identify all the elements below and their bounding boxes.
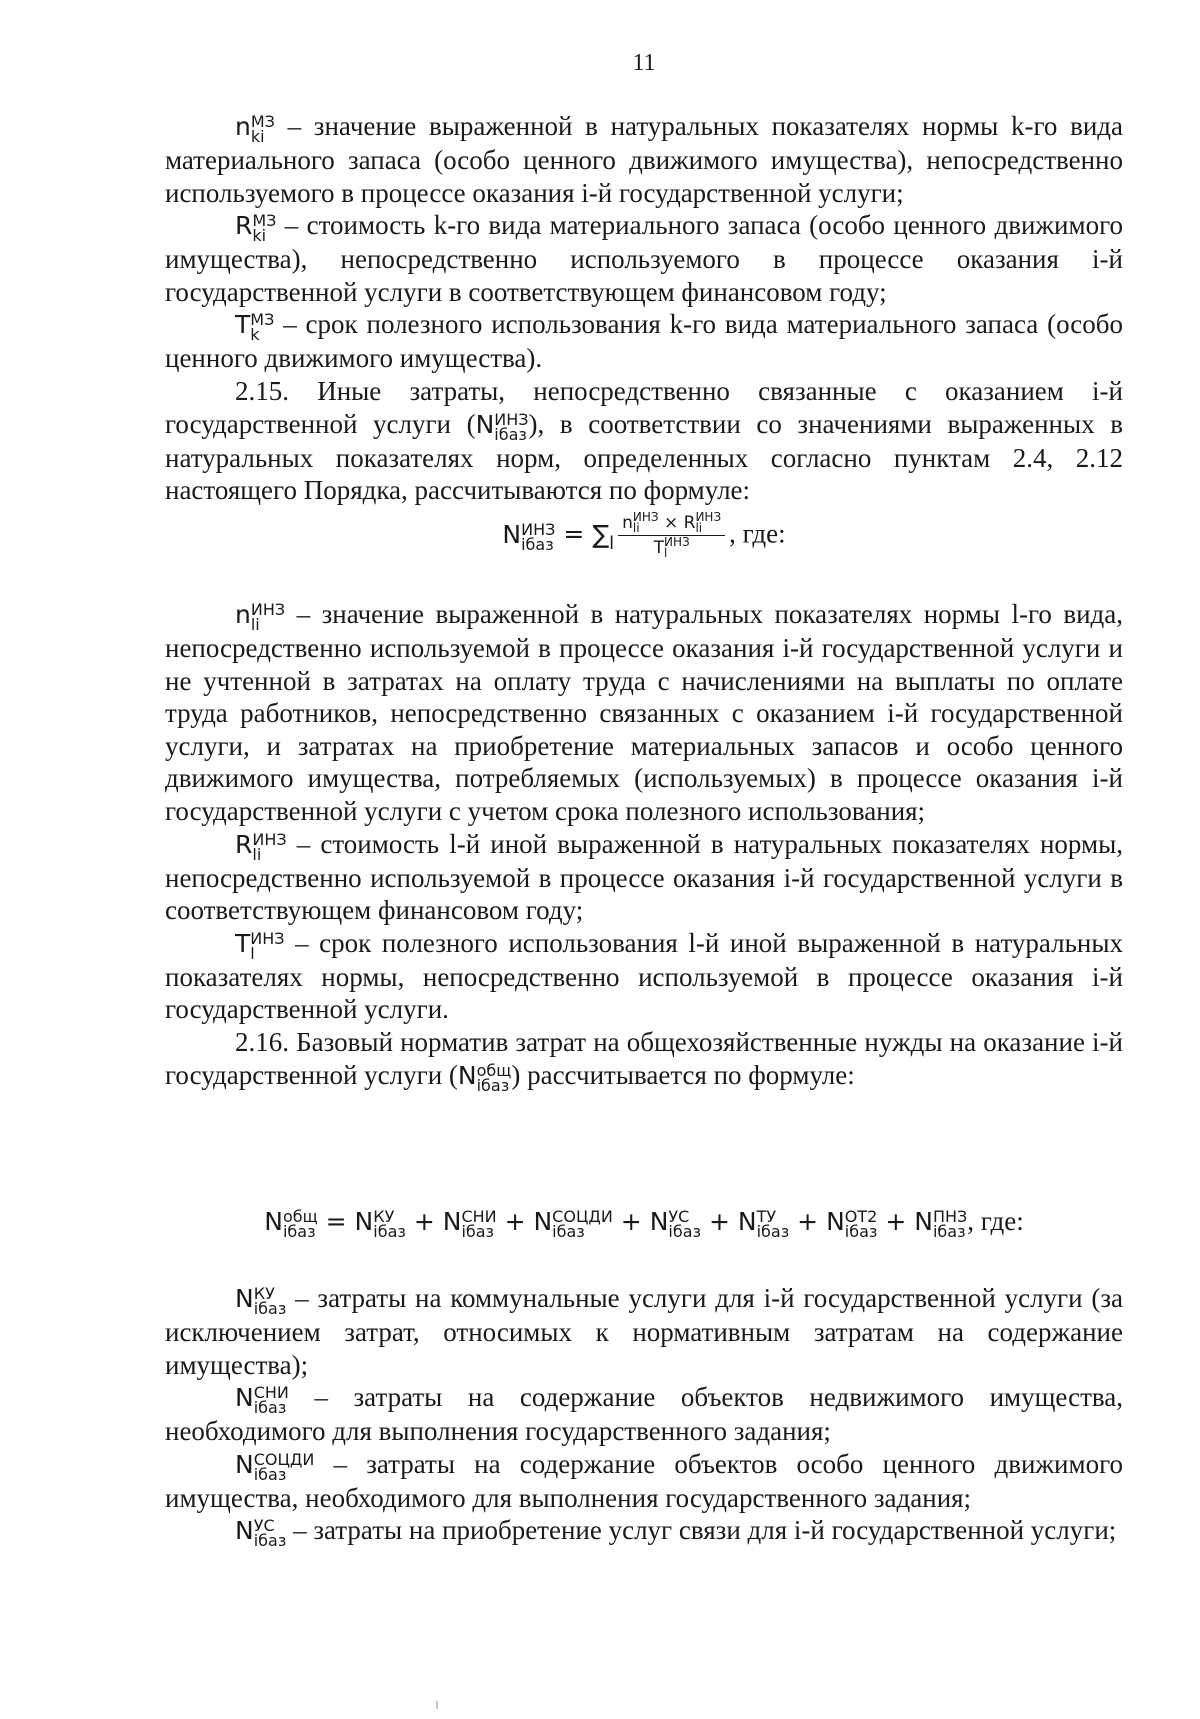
formula2-plus: + xyxy=(708,1207,730,1236)
definition-n-inz: n ИНЗ li – значение выраженной в натуральных показателях нормы l-го вида, непосредственно используемой в процессе оказания i-й государственной услуги и не учтенной в затратах на оплату труда с начислениями на выплаты по оплате труда работников, непосредственно связанных с оказанием i-й государственной услуги, и затратах на приобретение материальных запасов и особо ценного движимого имущества, потребляемых (используемых) в процессе оказания i-й государственной услуги с учетом срока полезного использования; xyxy=(165,599,1123,826)
formula2-term-socdi: N СОЦДИ iбаз xyxy=(533,1207,613,1241)
formula1-lhs: N ИНЗ iбаз xyxy=(502,519,556,554)
text-block-1 xyxy=(165,110,1123,507)
symbol-n-inz: N ИНЗ iбаз xyxy=(475,409,529,444)
symbol-t-l: T ИНЗ l xyxy=(235,928,285,963)
formula2-term-tu: N ТУ iбаз xyxy=(737,1207,790,1241)
definition-n-sni: N СНИ iбаз – затраты на содержание объектов недвижимого имущества, необходимого для выполнения государственного задания; xyxy=(165,1382,1123,1447)
symbol-t-mz: T МЗ k xyxy=(235,310,275,345)
formula2-term-ot2: N ОТ2 iбаз xyxy=(826,1207,878,1241)
formula1-denominator: T ИНЗ l xyxy=(653,535,690,560)
formula1-numerator: n ИНЗ li × R ИНЗ li xyxy=(618,512,725,536)
scan-speck xyxy=(436,1701,438,1709)
formula1-equals: = xyxy=(563,519,585,549)
page-number: 11 xyxy=(632,50,656,76)
symbol-r-mz: R МЗ ki xyxy=(235,211,277,246)
symbol-n-ku: N КУ iбаз xyxy=(235,1284,287,1318)
definition-n-ku: N КУ iбаз – затраты на коммунальные услуги для i-й государственной услуги (за исключением затрат, относимых к нормативным затратам на содержание имущества); xyxy=(165,1283,1123,1380)
text-block-2 xyxy=(165,598,1123,1093)
formula2-lhs: N общ iбаз xyxy=(264,1207,318,1241)
symbol-n-socdi: N СОЦДИ iбаз xyxy=(235,1449,315,1484)
definition-t-inz: T ИНЗ l – срок полезного использования l-й иной выраженной в натуральных показателях нормы, непосредственно используемой в процессе оказания i-й государственной услуги. xyxy=(165,927,1123,1025)
definition-r-mz: R МЗ ki – стоимость k-го вида материального запаса (особо ценного движимого имущества), непосредственно используемого в процессе оказания i-й государственной услуги в соответствующем финансовом году; xyxy=(165,210,1123,307)
symbol-n-sni: N СНИ iбаз xyxy=(235,1383,289,1418)
symbol-n-li: n ИНЗ li xyxy=(235,600,286,634)
formula2-equals: = xyxy=(325,1207,347,1236)
symbol-r-li: R ИНЗ li xyxy=(235,829,287,864)
formula1-sum: $\sum_l$ xyxy=(592,519,615,554)
formula2-where: , где: xyxy=(967,1206,1024,1236)
definition-n-mz: n МЗ ki – значение выраженной в натуральных показателях нормы k-го вида материального запаса (особо ценного движимого имущества), непосредственно используемого в процессе оказания i-й государственной услуги; xyxy=(165,111,1123,208)
paragraph-2-16: 2.16. Базовый норматив затрат на общехозяйственные нужды на оказание i-й государственной услуги (N общ iбаз ) рассчитывается по формуле: xyxy=(165,1026,1123,1095)
definition-r-inz: R ИНЗ li – стоимость l-й иной выраженной в натуральных показателях нормы, непосредственно используемой в процессе оказания i-й государственной услуги в соответствующем финансовом году; xyxy=(165,828,1123,926)
symbol-n-obsh: N общ iбаз xyxy=(457,1060,512,1095)
formula2-term-ku: N КУ iбаз xyxy=(354,1207,406,1241)
symbol-n-us: N УС iбаз xyxy=(235,1516,287,1551)
text-block-3 xyxy=(165,1282,1123,1551)
formula2-plus: + xyxy=(413,1207,435,1236)
formula2-plus: + xyxy=(885,1207,907,1236)
formula1-where: , где: xyxy=(729,518,786,549)
formula-other-costs xyxy=(165,512,1123,559)
formula2-term-pnz: N ПНЗ iбаз xyxy=(914,1207,968,1241)
symbol-n-mz: n МЗ ki xyxy=(235,112,275,146)
formula2-plus: + xyxy=(620,1207,642,1236)
definition-n-socdi: N СОЦДИ iбаз – затраты на содержание объектов особо ценного движимого имущества, необходимого для выполнения государственного задания; xyxy=(165,1448,1123,1513)
definition-t-mz: T МЗ k – срок полезного использования k-го вида материального запаса (особо ценного движимого имущества). xyxy=(165,309,1123,374)
definition-n-us: N УС iбаз – затраты на приобретение услуг связи для i-й государственной услуги; xyxy=(235,1515,1117,1551)
paragraph-2-15: 2.15. Иные затраты, непосредственно связанные с оказанием i-й государственной услуги (N ИНЗ iбаз ), в соответствии со значениями выраженных в натуральных показателях норм, определенных согласно пунктам 2.4, 2.12 настоящего Порядка, рассчитываются по формуле: xyxy=(165,375,1123,506)
formula2-term-sni: N СНИ iбаз xyxy=(442,1207,497,1241)
formula2-plus: + xyxy=(797,1207,819,1236)
formula2-plus: + xyxy=(504,1207,526,1236)
formula2-term-us: N УС iбаз xyxy=(649,1207,702,1241)
formula-general-costs xyxy=(165,1206,1123,1239)
formula1-fraction xyxy=(618,512,725,559)
